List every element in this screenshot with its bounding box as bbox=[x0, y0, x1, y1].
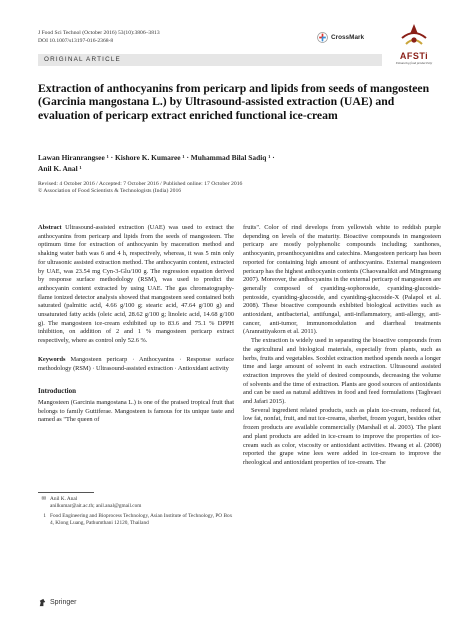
left-column bbox=[38, 224, 234, 425]
doi-line[interactable]: DOI 10.1007/s13197-016-2368-8 bbox=[38, 37, 114, 44]
publisher-name: Springer bbox=[50, 599, 77, 606]
introduction-heading: Introduction bbox=[38, 387, 76, 396]
author-list bbox=[38, 152, 440, 174]
keywords-text: Mangosteen pericarp · Anthocyanins · Response surface methodology (RSM) · Ultrasound-assisted extraction · Antioxidant activity bbox=[38, 355, 234, 372]
right-paragraph-2: The extraction is widely used in separating the bioactive compounds from the agricultural and biological materials, especially from plants, such as herbs, fruits and vegetables. Soxhlet extraction method spends needs a longer time and large amount of solvent in each extraction. Ultrasound assisted extraction improves the yield of desired compounds, decreasing the volume of solvents and the time of extraction. Plants are good sources of antioxidants and can be used as natural additives in food and feed formulations (Taghvaei and Jafari 2015). bbox=[243, 337, 441, 406]
affiliation-note bbox=[38, 513, 234, 528]
right-column bbox=[243, 224, 441, 468]
right-paragraph-1: fruits". Color of rind develops from yellowish white to reddish purple depending on levels of the maturity. Bioactive compounds in mangosteen pericarp are mostly polyphenolic compounds including; xanthones, anthocyanin, proanthocyanidins and catechins. Mangosteen pericarp has been reported for containing high amount of anthocyanins. External mangosteen pericarp has the highest anthocyanin contents (Chaovanalikit and Mingmuang 2007). Moreover, the anthocyanins in the external pericarp of mangosteen are generally composed of cyaniding-sophoroside, cyaniding-glucoside-pentoside, cyaniding-glucoside, and cyaniding-glucoside-X (Palapol et al. 2008). These bioactive compounds exhibited biological activities such as antioxidant, antibacterial, antifungal, anti-inflammatory, anti-allergy, anti-cancer, anti-tumor, immunomodulation and diarrheal treatments (Aranrattiyakorn et al. 2011). bbox=[243, 224, 442, 336]
publication-history: Revised: 4 October 2016 / Accepted: 7 October 2016 / Published online: 17 October 2016 bbox=[38, 181, 243, 187]
affiliation-text: Food Engineering and Bioprocess Technology, Asian Institute of Technology, PO Box 4, Klong Luang, Pathumthani 12120, Thailand bbox=[50, 512, 233, 526]
afsti-logo bbox=[389, 22, 439, 66]
article-type-label: ORIGINAL ARTICLE bbox=[44, 55, 121, 63]
keywords bbox=[38, 356, 234, 373]
journal-reference bbox=[38, 30, 160, 45]
publisher-logo bbox=[38, 598, 76, 607]
abstract-label: Abstract bbox=[38, 224, 62, 231]
afsti-logo-icon bbox=[397, 22, 431, 48]
abstract-text: Ultrasound-assisted extraction (UAE) was used to extract the anthocyanins from pericarp and lipids from the seeds of mangosteen. The optimum time for extraction of anthocyanin by maceration method and shaking water bath was 6 and 4 h, respectively, whereas, it was 5 min only for ultrasonic assisted extraction method. The anthocyanin content, extracted by UAE, was 23.54 mg Cyn-3-Glu/100 g. The regression equation derived by response surface methodology (RSM), was used to predict the anthocyanin content extracted by using UAE. The gas chromatography-flame ionized detector analysis showed that mangosteen seed contained both saturated (palmitic acid, 4.66 g/100 g; stearic acid, 47.64 g/100 g) and unsaturated fatty acids (oleic acid, 28.62 g/100 g; linoleic acid, 14.68 g/100 g). The mangosteen ice-cream exhibited up to 83.6 and 75.1 % DPPH inhibition, on addition of 2 and 1 % mangosteen pericarp extract respectively, where as control only 52.6 %. bbox=[38, 224, 234, 345]
footnotes bbox=[38, 496, 234, 529]
affiliation-mark: 1 bbox=[43, 512, 46, 519]
author-line-2[interactable]: Anil K. Anal ¹ bbox=[38, 164, 82, 173]
crossmark-icon bbox=[317, 32, 328, 43]
right-paragraph-3: Several ingredient related products, such as plain ice-cream, reduced fat, low fat, nonfat, fruit, and nut ice-creams, sherbet, frozen yogurt, besides other frozen products are available commercially (Marshall et al. 2003). The plant and plant products are added in ice-cream to improve the properties of ice-cream such as color, viscosity or antioxidant activities. Hwang et al. (2008) reported the grape wine lees were added in ice-cream to improve the rheological and antioxidant properties of ice-cream. The bbox=[243, 406, 441, 466]
publication-dates bbox=[38, 181, 440, 196]
corresponding-author-note bbox=[38, 496, 234, 511]
corresponding-author-email[interactable]: anilkumar@ait.ac.th; anil.anal@gmail.com bbox=[50, 503, 142, 510]
afsti-logo-tagline: Enhancing food productivity bbox=[395, 61, 433, 65]
footnote-divider bbox=[38, 492, 94, 493]
springer-horse-icon bbox=[38, 598, 47, 607]
crossmark-badge[interactable] bbox=[317, 30, 375, 44]
keywords-label: Keywords bbox=[38, 355, 66, 363]
corresponding-author-name: Anil K. Anal bbox=[50, 496, 78, 502]
afsti-logo-name: AFSTi bbox=[399, 51, 429, 61]
crossmark-label: CrossMark bbox=[331, 33, 365, 41]
journal-citation: J Food Sci Technol (October 2016) 53(10):3806–3813 bbox=[38, 30, 160, 36]
author-line-1[interactable]: Lawan Hiranrangsee ¹ · Kishore K. Kumaree ¹ · Muhammad Bilal Sadiq ¹ · bbox=[38, 153, 275, 162]
copyright-line: © Association of Food Scientists & Technologists (India) 2016 bbox=[38, 188, 182, 195]
envelope-icon: ✉ bbox=[41, 496, 46, 502]
introduction-text: Mangosteen (Garcinia mangostana L.) is one of the praised tropical fruit that belongs to family Guttiferae. Mangosteen is famous for its unique taste and named as "The queen of bbox=[38, 398, 234, 424]
abstract bbox=[38, 224, 234, 346]
paper-title: Extraction of anthocyanins from pericarp and lipids from seeds of mangosteen (Garcinia mangostana L.) by Ultrasound-assisted extraction (UAE) and evaluation of pericarp extract enriched functional ice-cream bbox=[38, 82, 430, 122]
